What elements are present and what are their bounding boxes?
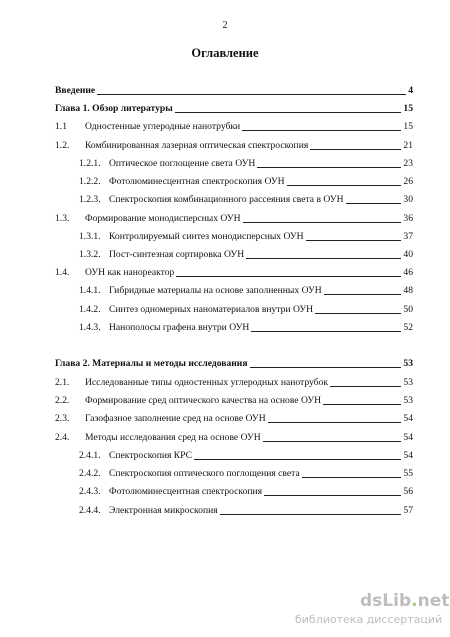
- toc-entry-number: 1.2.3.: [79, 194, 101, 205]
- toc-entry: [55, 393, 413, 407]
- toc-entry-number: 2.4.4.: [79, 505, 101, 516]
- toc-entry-number: 1.4.3.: [79, 322, 101, 333]
- toc-entry: [79, 283, 413, 297]
- toc-entry-title: Нанополосы графена внутри ОУН: [109, 322, 250, 333]
- toc-entry: [79, 302, 413, 316]
- toc-entry-title: Газофазное заполнение сред на основе ОУН: [85, 413, 266, 424]
- toc-leader-line: [97, 94, 406, 95]
- toc-entry-title: Спектроскопия оптического поглощения света: [109, 468, 300, 479]
- toc-entry-title: Введение: [55, 85, 96, 96]
- toc-entry-page: 26: [403, 176, 413, 187]
- toc-entry-page: 54: [403, 450, 413, 461]
- toc-entry-page: 37: [403, 231, 413, 242]
- toc-entry-page: 55: [403, 468, 413, 479]
- toc-leader-line: [263, 441, 402, 442]
- toc-entry-title: Спектроскопия КРС: [109, 450, 193, 461]
- toc-entry-number: 1.2.: [55, 140, 70, 151]
- toc-entry: [79, 174, 413, 188]
- toc-entry-title: Электронная микроскопия: [109, 505, 218, 516]
- toc-leader-line: [246, 258, 401, 259]
- toc-leader-line: [302, 477, 402, 478]
- toc-entry-page: 54: [403, 432, 413, 443]
- toc-entry-number: 2.3.: [55, 413, 70, 424]
- toc-entry-title: Синтез одномерных наноматериалов внутри ОУН: [109, 304, 314, 315]
- toc-entry-number: 1.3.: [55, 213, 70, 224]
- toc-entry-page: 15: [403, 103, 413, 114]
- toc-leader-line: [250, 367, 402, 368]
- toc-entry-number: 2.2.: [55, 395, 70, 406]
- toc-entry: [55, 265, 413, 279]
- toc-entry: [55, 375, 413, 389]
- toc-entry-page: 48: [403, 285, 413, 296]
- toc-entry-title: Глава 1. Обзор литературы: [55, 103, 173, 114]
- toc-entry: [55, 430, 413, 444]
- toc-entry: [55, 83, 413, 97]
- toc-leader-line: [264, 495, 401, 496]
- toc-entry: [55, 138, 413, 152]
- toc-entry-title: Пост-синтезная сортировка ОУН: [109, 249, 245, 260]
- toc-entry-title: Исследованные типы одностенных углеродных нанотрубок: [85, 377, 329, 388]
- toc-entry-number: 1.3.2.: [79, 249, 101, 260]
- toc-leader-line: [330, 386, 401, 387]
- toc-title: Оглавление: [191, 46, 259, 60]
- toc-entry-page: 4: [408, 85, 413, 96]
- toc-leader-line: [323, 404, 401, 405]
- toc-entry: [55, 101, 413, 115]
- toc-leader-line: [310, 149, 401, 150]
- toc-entry: [79, 247, 413, 261]
- toc-leader-line: [243, 222, 402, 223]
- toc-entry: [55, 211, 413, 225]
- toc-entry-title: Спектроскопия комбинационного рассеяния света в ОУН: [109, 194, 344, 205]
- toc-entry-number: 1.2.1.: [79, 158, 101, 169]
- toc-entry-page: 23: [403, 158, 413, 169]
- toc-entry-page: 57: [403, 505, 413, 516]
- toc-entry-page: 40: [403, 249, 413, 260]
- toc-entry-number: 2.4.3.: [79, 486, 101, 497]
- toc-entry-page: 30: [403, 194, 413, 205]
- toc-leader-line: [287, 185, 402, 186]
- toc-entry-number: 1.3.1.: [79, 231, 101, 242]
- toc-entry-page: 54: [403, 413, 413, 424]
- toc-entry: [55, 119, 413, 133]
- toc-entry: [79, 466, 413, 480]
- toc-entry-page: 50: [403, 304, 413, 315]
- toc-entry-title: ОУН как нанореактор: [85, 267, 175, 278]
- toc-leader-line: [257, 167, 401, 168]
- toc-entry-page: 15: [403, 121, 413, 132]
- toc-entry-number: 2.4.1.: [79, 450, 101, 461]
- toc-leader-line: [346, 203, 402, 204]
- toc-entry: [79, 192, 413, 206]
- toc-entry-page: 53: [403, 358, 413, 369]
- toc-leader-line: [176, 276, 401, 277]
- toc-entry: [79, 484, 413, 498]
- toc-leader-line: [175, 112, 402, 113]
- toc-leader-line: [306, 240, 402, 241]
- toc-entry-title: Фотолюминесцентная спектроскопия: [109, 486, 263, 497]
- toc-entry-title: Гибридные материалы на основе заполненных ОУН: [109, 285, 322, 296]
- watermark-logo: dsLib.net: [360, 591, 450, 611]
- toc-entry: [79, 156, 413, 170]
- toc-entry: [79, 229, 413, 243]
- toc-entry: [55, 356, 413, 370]
- toc-entry-title: Оптическое поглощение света ОУН: [109, 158, 256, 169]
- toc-entry-title: Комбинированная лазерная оптическая спектроскопия: [85, 140, 309, 151]
- toc-leader-line: [194, 459, 401, 460]
- watermark-subtitle: библиотека диссертаций: [295, 613, 443, 626]
- toc-entry-number: 1.4.1.: [79, 285, 101, 296]
- toc-entry-title: Одностенные углеродные нанотрубки: [85, 121, 241, 132]
- toc-entry-title: Методы исследования сред на основе ОУН: [85, 432, 261, 443]
- toc-entry: [79, 448, 413, 462]
- toc-entry-number: 1.1: [55, 121, 67, 132]
- toc-entry-title: Формирование монодисперсных ОУН: [85, 213, 241, 224]
- toc-entry-number: 2.4.2.: [79, 468, 101, 479]
- toc-entry-number: 2.4.: [55, 432, 70, 443]
- toc-entry-page: 46: [403, 267, 413, 278]
- toc-entry-title: Глава 2. Материалы и методы исследования: [55, 358, 248, 369]
- toc-entry-number: 1.4.: [55, 267, 70, 278]
- toc-entry-number: 1.4.2.: [79, 304, 101, 315]
- toc-entry-number: 1.2.2.: [79, 176, 101, 187]
- page-number: 2: [222, 20, 228, 31]
- toc-entry-page: 21: [403, 140, 413, 151]
- toc-entry-page: 53: [403, 377, 413, 388]
- toc-entry-title: Контролируемый синтез монодисперсных ОУН: [109, 231, 304, 242]
- toc-leader-line: [242, 130, 401, 131]
- toc-leader-line: [324, 294, 402, 295]
- toc-entry-number: 2.1.: [55, 377, 70, 388]
- toc-entry: [79, 320, 413, 334]
- toc-leader-line: [251, 331, 401, 332]
- toc-entry-title: Формирование сред оптического качества на основе ОУН: [85, 395, 322, 406]
- toc-leader-line: [220, 514, 402, 515]
- toc-entry: [79, 503, 413, 517]
- toc-entry-title: Фотолюминесцентная спектроскопия ОУН: [109, 176, 285, 187]
- toc-leader-line: [315, 313, 401, 314]
- toc-leader-line: [268, 422, 402, 423]
- toc-entry-page: 53: [403, 395, 413, 406]
- toc-entry-page: 52: [403, 322, 413, 333]
- toc-entry-page: 56: [403, 486, 413, 497]
- toc-entry: [55, 411, 413, 425]
- toc-entry-page: 36: [403, 213, 413, 224]
